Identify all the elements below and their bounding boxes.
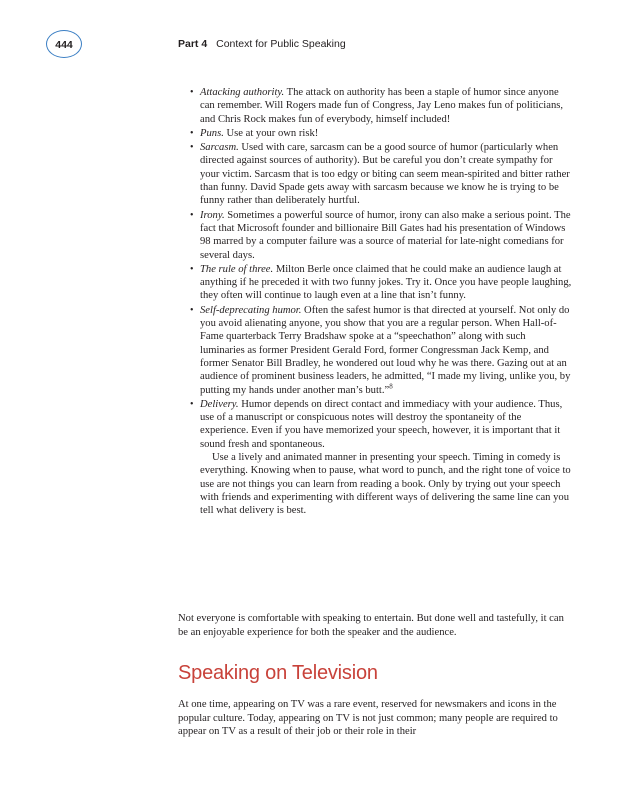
running-head	[178, 38, 346, 50]
section-heading: Speaking on Television	[178, 662, 378, 684]
list-item	[192, 304, 572, 397]
closing-paragraph: Not everyone is comfortable with speaking to entertain. But done well and tastefully, it can be an enjoyable experience for both the speaker and the audience.	[178, 613, 564, 638]
item-term: Self-deprecating humor.	[200, 304, 302, 316]
item-term: The rule of three.	[200, 263, 274, 275]
item-text: Sometimes a powerful source of humor, irony can also make a serious point. The fact that Microsoft founder and billionaire Bill Gates had his presentation of Windows 98 marred by a computer failure was a source of material for late-night comedians for several days.	[200, 209, 571, 261]
item-text: Use at your own risk!	[223, 127, 319, 139]
list-item	[192, 86, 572, 126]
item-term: Attacking authority.	[200, 87, 285, 98]
humor-techniques-list	[192, 86, 572, 519]
list-item	[192, 141, 572, 207]
page-number: 444	[55, 39, 73, 51]
list-item	[192, 127, 572, 140]
item-text: Often the safest humor is that directed at yourself. Not only do you avoid alienating anyone, you show that you are a regular person. When Hall-of-Fame quarterback Terry Bradshaw spoke at a “speechathon” along with such luminaries as former President Gerald Ford, former Congressman Jack Kemp, and former Senator Bill Bradley, he wondered out loud why he was there. Gazing out at an audience of prominent business leaders, he admitted, “I made my living, unlike you, by putting my hands under another man’s butt.”	[200, 304, 571, 396]
item-term: Irony.	[200, 209, 225, 221]
item-term: Puns.	[200, 127, 224, 139]
list-item	[192, 209, 572, 262]
item-term: Sarcasm.	[200, 142, 239, 154]
footnote-marker: 8	[389, 382, 393, 390]
page-number-badge	[46, 30, 82, 58]
item-text: Humor depends on direct contact and immediacy with your audience. Thus, use of a manuscript or conspicuous notes will destroy the spontaneity of the experience. Even if you have memorized your speech, however, it is important that it sound fresh and spontaneous.	[200, 398, 563, 450]
chapter-title: Context for Public Speaking	[216, 38, 346, 50]
part-label: Part 4	[178, 38, 208, 50]
item-text: The attack on authority has been a staple of humor since anyone can remember. Will Rogers made fun of Congress, Jay Leno makes fun of politicians, and Chris Rock makes fun of everybody, himself included!	[200, 87, 564, 125]
list-item	[192, 398, 572, 518]
item-continuation: Use a lively and animated manner in presenting your speech. Timing in comedy is everything. Knowing when to pause, what word to punch, and the right tone of voice to use are not things you can learn from reading a book. Only by trying out your speech with friends and experimenting with different ways of delivering the same line can you tell what delivery is best.	[200, 452, 571, 517]
item-term: Delivery.	[200, 398, 239, 410]
item-text: Used with care, sarcasm can be a good source of humor (particularly when directed against sources of authority). But be careful you don’t create sympathy for your victim. Sarcasm that is too edgy or biting can seem mean-spirited and bitter rather than funny. David Spade gets away with sarcasm because we know he is trying to be funny rather than deliberately hurtful.	[200, 142, 570, 207]
list-item	[192, 263, 572, 303]
section-paragraph: At one time, appearing on TV was a rare event, reserved for newsmakers and icons in the popular culture. Today, appearing on TV is not just common; many people are required to appear on TV as a result of their job or their role in their	[178, 699, 558, 737]
item-text: Milton Berle once claimed that he could make an audience laugh at anything if he preceded it with two funny jokes. Try it. Once you have people laughing, they often will continue to laugh even at a line that isn’t funny.	[200, 263, 572, 302]
